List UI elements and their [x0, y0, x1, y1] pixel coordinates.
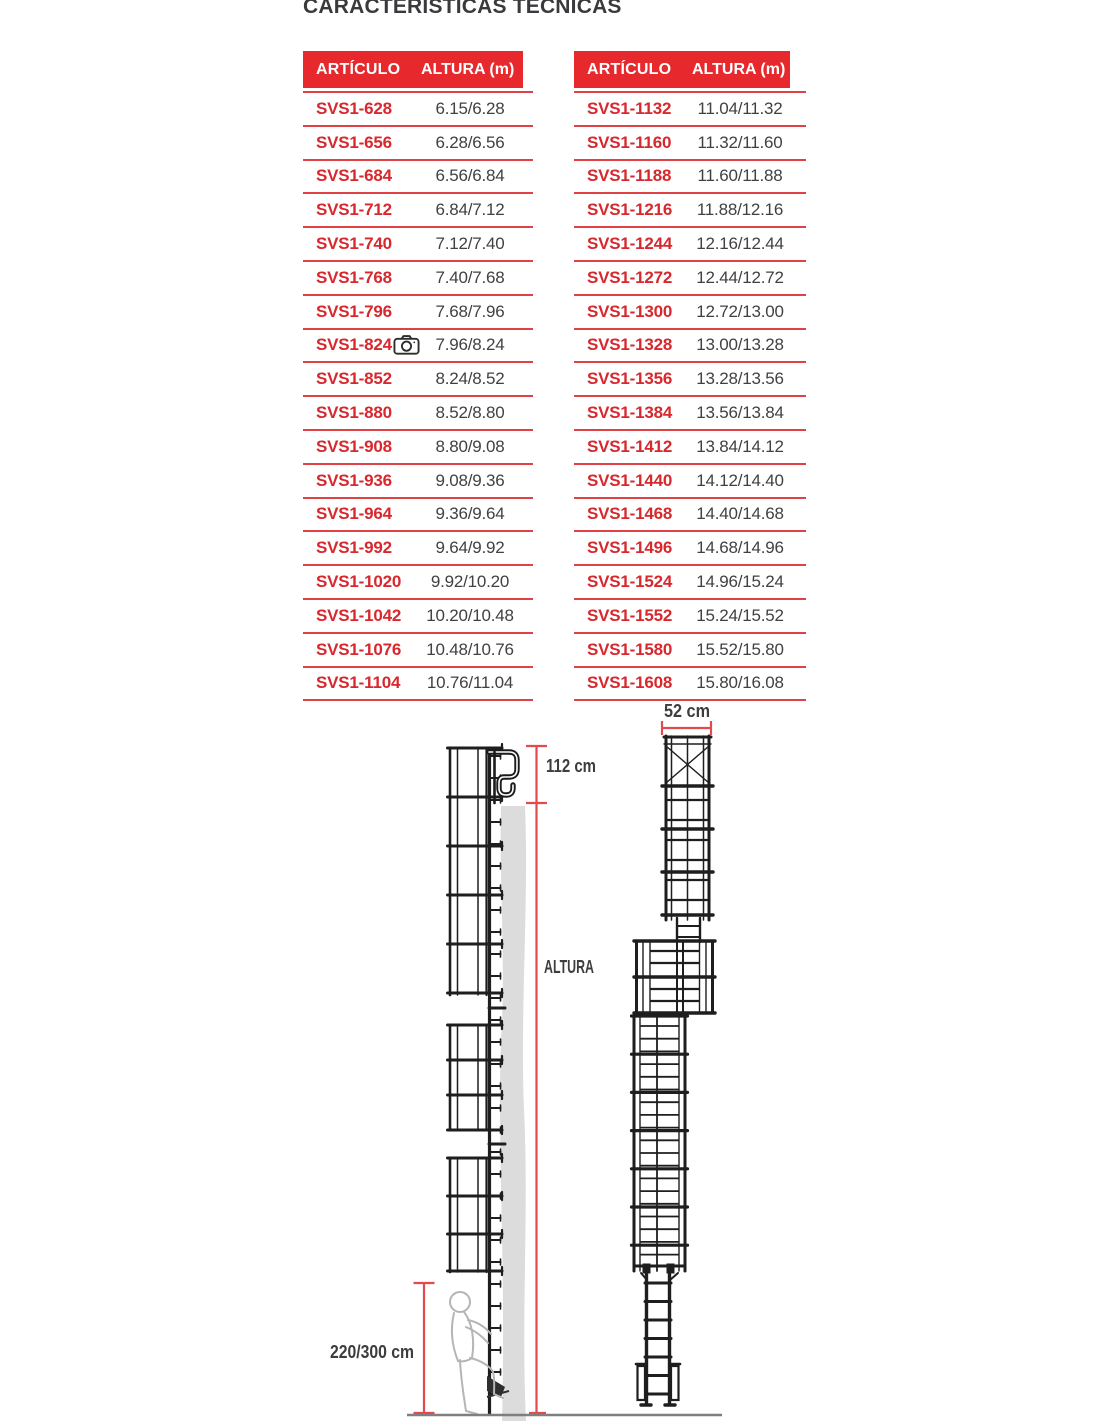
height-range-value: 9.64/9.92 [435, 538, 505, 558]
height-range-value: 14.40/14.68 [696, 504, 784, 524]
article-code: SVS1-1524 [587, 572, 673, 592]
base-height-label: 220/300 cm [330, 1341, 414, 1362]
height-range-value: 7.96/8.24 [435, 335, 505, 355]
article-code: SVS1-1412 [587, 436, 673, 456]
height-range-value: 9.08/9.36 [435, 470, 505, 490]
height-range-value: 10.48/10.76 [426, 639, 514, 659]
height-range-value: 12.16/12.44 [696, 234, 784, 254]
article-code: SVS1-964 [316, 504, 392, 524]
height-range-value: 15.52/15.80 [696, 639, 784, 659]
height-range-value: 10.20/10.48 [426, 605, 514, 625]
article-code: SVS1-712 [316, 200, 392, 220]
exit-handle [489, 752, 517, 803]
article-code: SVS1-1042 [316, 605, 402, 625]
column-header-article: ARTÍCULO [587, 60, 672, 78]
article-code: SVS1-1244 [587, 234, 673, 254]
height-range-value: 8.52/8.80 [435, 403, 505, 423]
height-range-value: 6.15/6.28 [435, 98, 505, 118]
height-range-value: 15.24/15.52 [696, 605, 784, 625]
height-range-value: 7.12/7.40 [435, 234, 505, 254]
article-code: SVS1-628 [316, 98, 392, 118]
article-code: SVS1-1272 [587, 267, 673, 287]
article-code: SVS1-1580 [587, 639, 673, 659]
height-range-value: 11.32/11.60 [697, 132, 783, 152]
height-range-value: 12.72/13.00 [696, 301, 784, 321]
height-range-value: 9.92/10.20 [430, 572, 510, 592]
height-range-value: 15.80/16.08 [696, 673, 784, 693]
article-code: SVS1-796 [316, 301, 392, 321]
article-code: SVS1-1160 [587, 132, 672, 152]
article-code: SVS1-1552 [587, 605, 673, 625]
height-range-value: 11.04/11.32 [697, 98, 783, 118]
article-code: SVS1-656 [316, 132, 392, 152]
article-code: SVS1-936 [316, 470, 392, 490]
height-range-value: 7.68/7.96 [435, 301, 505, 321]
article-code: SVS1-1104 [316, 673, 401, 693]
article-code: SVS1-1188 [587, 166, 672, 186]
article-code: SVS1-824 [316, 335, 392, 355]
article-code: SVS1-684 [316, 166, 392, 186]
height-range-value: 14.12/14.40 [696, 470, 784, 490]
height-range-value: 11.88/12.16 [696, 200, 784, 220]
height-range-value: 9.36/9.64 [435, 504, 505, 524]
height-range-value: 6.28/6.56 [435, 132, 505, 152]
article-code: SVS1-1328 [587, 335, 673, 355]
article-code: SVS1-852 [316, 369, 392, 389]
width-dimension-line [662, 721, 711, 735]
article-code: SVS1-740 [316, 234, 392, 254]
height-range-value: 13.28/13.56 [696, 369, 784, 389]
height-range-value: 6.84/7.12 [435, 200, 505, 220]
height-range-value: 7.40/7.68 [435, 267, 505, 287]
front-view-ladder [632, 736, 716, 1405]
cage-width-label: 52 cm [664, 700, 710, 721]
article-code: SVS1-1496 [587, 538, 673, 558]
height-range-value: 14.68/14.96 [696, 538, 784, 558]
article-code: SVS1-992 [316, 538, 392, 558]
article-code: SVS1-880 [316, 403, 392, 423]
article-code: SVS1-1356 [587, 369, 673, 389]
height-range-value: 8.24/8.52 [435, 369, 505, 389]
article-code: SVS1-1076 [316, 639, 402, 659]
height-range-value: 12.44/12.72 [696, 267, 784, 287]
side-view-ladder [448, 744, 506, 1414]
article-code: SVS1-1132 [587, 98, 672, 118]
article-code: SVS1-1216 [587, 200, 673, 220]
height-range-value: 13.84/14.12 [696, 436, 784, 456]
article-code: SVS1-768 [316, 267, 392, 287]
exit-height-label: 112 cm [546, 755, 596, 776]
article-code: SVS1-908 [316, 436, 392, 456]
page-title: CARACTERISTICAS TECNICAS [303, 0, 622, 18]
total-height-label: ALTURA [544, 956, 594, 977]
height-range-value: 6.56/6.84 [435, 166, 505, 186]
article-code: SVS1-1608 [587, 673, 673, 693]
height-range-value: 13.56/13.84 [696, 403, 784, 423]
height-range-value: 11.60/11.88 [697, 166, 783, 186]
person-head [450, 1292, 470, 1312]
column-header-height: ALTURA (m) [421, 60, 515, 78]
article-code: SVS1-1384 [587, 403, 673, 423]
base-dimension-line [414, 1283, 435, 1413]
article-code: SVS1-1440 [587, 470, 673, 490]
column-header-height: ALTURA (m) [692, 60, 786, 78]
article-code: SVS1-1020 [316, 572, 402, 592]
article-code: SVS1-1300 [587, 301, 673, 321]
height-range-value: 13.00/13.28 [696, 335, 784, 355]
height-range-value: 14.96/15.24 [696, 572, 784, 592]
height-range-value: 10.76/11.04 [426, 673, 514, 693]
altura-dimension-line [526, 746, 547, 1414]
column-header-article: ARTÍCULO [316, 60, 401, 78]
wall-band [500, 806, 526, 1421]
article-code: SVS1-1468 [587, 504, 673, 524]
height-range-value: 8.80/9.08 [435, 436, 505, 456]
